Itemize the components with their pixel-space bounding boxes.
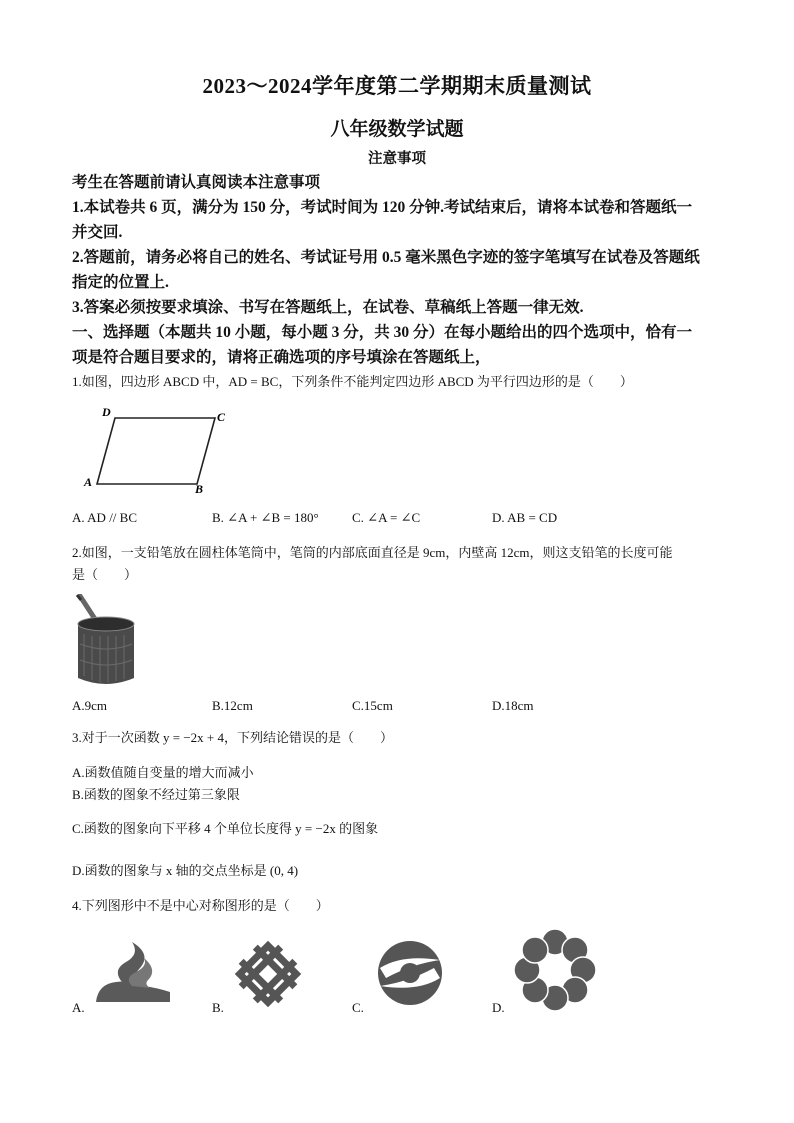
q3-stem: 3.对于一次函数 y = −2x + 4，下列结论错误的是（ ） xyxy=(72,730,393,745)
q2-option-b: B.12cm xyxy=(212,698,253,713)
q4-option-c-letter: C. xyxy=(352,1000,364,1015)
pencil-cup-figure xyxy=(72,594,140,690)
q4-option-b-letter: B. xyxy=(212,1000,224,1015)
notice-item-2a: 2.答题前，请务必将自己的姓名、考试证号用 0.5 毫米黑色字迹的签字笔填写在试卷及答题纸 xyxy=(72,249,700,266)
q3-option-d-wrap xyxy=(72,860,726,882)
notice-block xyxy=(72,170,726,370)
q4-option-a-letter: A. xyxy=(72,1000,85,1015)
cup-rim-icon xyxy=(78,617,134,631)
flame-emblem-icon xyxy=(92,940,174,1008)
q2-stem-line2: 是（ ） xyxy=(72,567,138,582)
q2-option-a: A.9cm xyxy=(72,698,108,713)
question-1 xyxy=(72,371,726,393)
q1-option-a: A. AD // BC xyxy=(72,510,138,525)
flower-circles-icon xyxy=(512,928,598,1012)
q3-option-c: C.函数的图象向下平移 4 个单位长度得 y = −2x 的图象 xyxy=(72,821,379,836)
vertex-label-c: C xyxy=(217,410,226,424)
knot-emblem-icon xyxy=(234,940,302,1008)
q2-option-d: D.18cm xyxy=(492,698,534,713)
notice-item-2b: 指定的位置上. xyxy=(72,274,169,291)
question-3 xyxy=(72,727,726,749)
exam-subtitle: 八年级数学试题 xyxy=(330,119,464,140)
q3-options xyxy=(72,762,726,806)
notice-item-3: 3.答案必须按要求填涂、书写在答题纸上，在试卷、草稿纸上答题一律无效. xyxy=(72,299,584,316)
section1-line1: 一、选择题（本题共 10 小题，每小题 3 分，共 30 分）在每小题给出的四个选项中，恰有一 xyxy=(72,324,693,341)
q1-option-c: C. ∠A = ∠C xyxy=(352,510,421,525)
question-4 xyxy=(72,895,726,917)
vertex-label-d: D xyxy=(102,405,111,419)
notice-heading: 注意事项 xyxy=(368,151,426,167)
parallelogram-figure xyxy=(72,402,242,494)
swoosh-circle-icon xyxy=(372,938,448,1008)
q4-stem: 4.下列图形中不是中心对称图形的是（ ） xyxy=(72,898,329,913)
q2-stem-line1: 2.如图，一支铅笔放在圆柱体笔筒中，笔筒的内部底面直径是 9cm，内壁高 12cm，则这支铅笔的长度可能 xyxy=(72,545,673,560)
section1-line2: 项是符合题目要求的，请将正确选项的序号填涂在答题纸上， xyxy=(72,349,491,366)
notice-item-1a: 1.本试卷共 6 页，满分为 150 分，考试时间为 120 分钟.考试结束后，请将本试卷和答题纸一 xyxy=(72,199,693,216)
q2-options xyxy=(72,696,726,716)
notice-intro: 考生在答题前请认真阅读本注意事项 xyxy=(72,174,321,191)
parallelogram-shape xyxy=(97,418,215,484)
q3-option-c-wrap xyxy=(72,818,726,840)
cup-body-icon xyxy=(78,624,134,684)
exam-title: 2023～2024学年度第二学期期末质量测试 xyxy=(202,74,592,98)
swoosh-center-icon xyxy=(400,963,420,983)
q3-option-d: D.函数的图象与 x 轴的交点坐标是 (0, 4) xyxy=(72,863,299,878)
q1-option-b: B. ∠A + ∠B = 180° xyxy=(212,510,319,525)
vertex-label-b: B xyxy=(195,482,204,494)
q3-option-b: B.函数的图象不经过第三象限 xyxy=(72,787,240,802)
q4-option-d-letter: D. xyxy=(492,1000,505,1015)
question-2 xyxy=(72,542,726,586)
notice-item-1b: 并交回. xyxy=(72,224,123,241)
q2-option-c: C.15cm xyxy=(352,698,393,713)
q3-option-a: A.函数值随自变量的增大而减小 xyxy=(72,765,254,780)
q1-options xyxy=(72,508,726,528)
knot-strands-icon xyxy=(234,940,302,1008)
vertex-label-a: A xyxy=(84,475,93,489)
q1-stem: 1.如图，四边形 ABCD 中，AD = BC，下列条件不能判定四边形 ABCD 为平行四边形的是（ ） xyxy=(72,374,633,389)
flower-center-icon xyxy=(544,959,566,981)
q1-option-d: D. AB = CD xyxy=(492,510,558,525)
